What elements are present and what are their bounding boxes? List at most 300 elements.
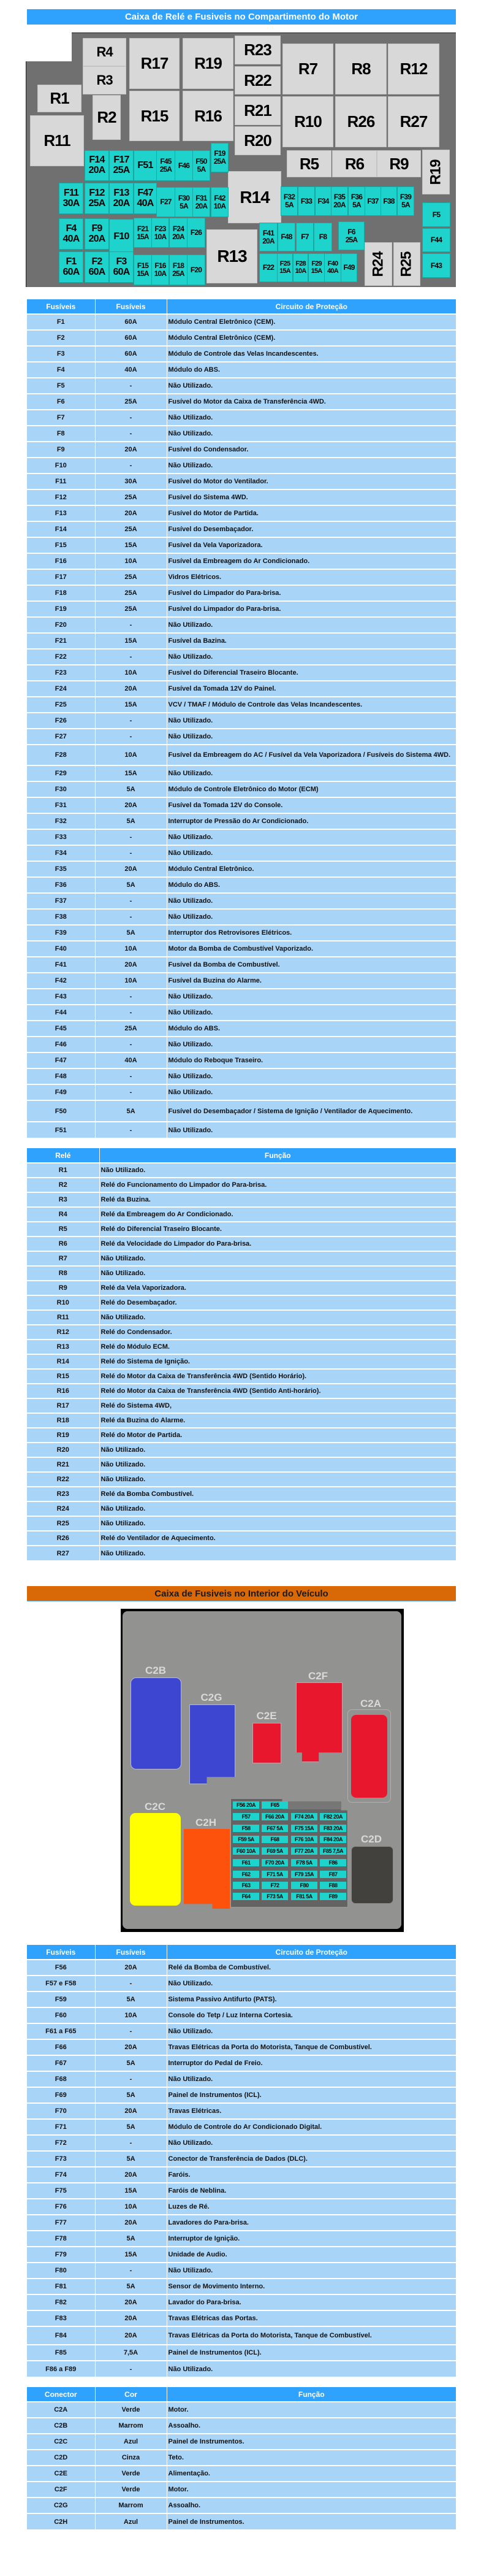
table-cell: F8 bbox=[27, 426, 95, 442]
table-row bbox=[27, 1266, 456, 1281]
fuse-id: F40 bbox=[327, 259, 338, 267]
fuse-f11 bbox=[59, 183, 83, 214]
table-cell: - bbox=[95, 909, 167, 925]
connector-c2b bbox=[131, 1677, 181, 1769]
fuse-f24 bbox=[169, 218, 188, 248]
table-cell: 20A bbox=[95, 442, 167, 458]
table-cell: Não Utilizado. bbox=[167, 1037, 456, 1052]
table-row bbox=[27, 458, 456, 473]
fuse-rating: 10A bbox=[295, 267, 306, 275]
table-cell: Conector de Transferência de Dados (DLC). bbox=[167, 2151, 456, 2167]
table-cell: Sistema Passivo Antifurto (PATS). bbox=[167, 1991, 456, 2007]
fuse-f4 bbox=[59, 218, 83, 250]
fuse-f12 bbox=[85, 183, 109, 214]
table-row bbox=[27, 1100, 456, 1122]
table-cell: Cinza bbox=[95, 2450, 167, 2466]
table-cell: 20A bbox=[95, 957, 167, 973]
table-cell: Não Utilizado. bbox=[167, 426, 456, 442]
relay-r11 bbox=[30, 115, 84, 166]
table-cell: F74 bbox=[27, 2167, 95, 2183]
table-cell: F31 bbox=[27, 797, 95, 813]
fuse-id: F22 bbox=[262, 263, 275, 272]
table-cell: - bbox=[95, 1037, 167, 1052]
fuse-id: F12 bbox=[89, 187, 105, 198]
connector-c2h bbox=[184, 1829, 230, 1909]
connector-label-c2g: C2G bbox=[200, 1692, 222, 1703]
table-row bbox=[27, 1192, 456, 1207]
interior-fuse-f66: F66 20A bbox=[262, 1813, 288, 1820]
table-cell: - bbox=[95, 1976, 167, 1991]
fuse-id: F16 bbox=[154, 261, 166, 270]
relay-r27 bbox=[388, 96, 439, 147]
table-cell: Lavador do Para-brisa. bbox=[167, 2294, 456, 2310]
fuse-id: F41 bbox=[262, 228, 275, 237]
fuse-rating: 15A bbox=[137, 269, 149, 278]
table-cell: F11 bbox=[27, 473, 95, 489]
table-cell: Módulo de Controle do Ar Condicionado Digital. bbox=[167, 2119, 456, 2135]
interior-fuse-f70: F70 20A bbox=[262, 1859, 288, 1866]
relay-r9 bbox=[377, 150, 421, 177]
relay-label: R16 bbox=[194, 106, 222, 125]
fuse-id: F3 bbox=[116, 256, 127, 267]
table-row bbox=[27, 1487, 456, 1501]
table-row bbox=[27, 989, 456, 1005]
relay-r20 bbox=[235, 126, 281, 155]
fuse-rating: 10A bbox=[154, 269, 167, 278]
interior-fuse-f67: F67 5A bbox=[262, 1825, 288, 1832]
fuse-f10 bbox=[109, 219, 134, 255]
table-cell: 15A bbox=[95, 2247, 167, 2263]
fuse-rating: 15A bbox=[137, 232, 149, 241]
table-row bbox=[27, 713, 456, 729]
table-cell: Painel de Instrumentos. bbox=[167, 2513, 456, 2529]
table-row bbox=[27, 1310, 456, 1325]
fuse-id: F23 bbox=[154, 224, 166, 233]
table-cell: Relé do Sistema 4WD, bbox=[99, 1398, 456, 1413]
table-cell: Faróis de Neblina. bbox=[167, 2183, 456, 2199]
connector-c2f bbox=[296, 1682, 343, 1762]
relay-r21 bbox=[235, 96, 281, 125]
fuse-id: F25 bbox=[279, 259, 290, 267]
column-header: Fusíveis bbox=[95, 1945, 167, 1960]
interior-fuse-f84: F84 20A bbox=[320, 1836, 346, 1843]
table-cell: Relé da Bomba Combustível. bbox=[99, 1487, 456, 1501]
table-cell: Verde bbox=[95, 2466, 167, 2482]
table-cell: 5A bbox=[95, 781, 167, 797]
table-cell: F27 bbox=[27, 729, 95, 745]
relay-label: R9 bbox=[389, 154, 409, 173]
table-cell: 15A bbox=[95, 765, 167, 781]
fuse-rating: 40A bbox=[63, 233, 80, 244]
fuse-rating: 60A bbox=[63, 266, 80, 277]
fuse-f42 bbox=[211, 187, 229, 217]
table-row bbox=[27, 2361, 456, 2377]
table-row bbox=[27, 1991, 456, 2007]
table-cell: Módulo do ABS. bbox=[167, 877, 456, 893]
table-cell: F82 bbox=[27, 2294, 95, 2310]
table-cell: 60A bbox=[95, 330, 167, 346]
table-row bbox=[27, 1369, 456, 1384]
fuse-id: F49 bbox=[343, 263, 355, 272]
fuse-f28 bbox=[293, 253, 308, 282]
table-cell: 5A bbox=[95, 2055, 167, 2071]
fuse-id: F14 bbox=[89, 155, 105, 166]
fuse-id: F5 bbox=[432, 210, 441, 219]
table-cell: Fusível do Sistema 4WD. bbox=[167, 489, 456, 505]
table-cell: Não Utilizado. bbox=[99, 1472, 456, 1487]
table-cell: 20A bbox=[95, 1960, 167, 1976]
table-row bbox=[27, 1281, 456, 1295]
fuse-id: F27 bbox=[160, 197, 172, 207]
table-cell: Relé do Sistema de Ignição. bbox=[99, 1354, 456, 1369]
interior-fuse-f79: F79 15A bbox=[291, 1871, 317, 1878]
fuse-id: F6 bbox=[347, 227, 355, 236]
connector-label-c2f: C2F bbox=[308, 1670, 328, 1682]
table-cell: Azul bbox=[95, 2434, 167, 2450]
table-cell: Relé do Módulo ECM. bbox=[99, 1340, 456, 1354]
fuse-f22 bbox=[259, 253, 278, 282]
relay-r17 bbox=[129, 38, 180, 89]
table-cell: 10A bbox=[95, 941, 167, 957]
table-row bbox=[27, 1443, 456, 1457]
relay-label: R17 bbox=[140, 54, 169, 72]
relay-label: R13 bbox=[217, 247, 247, 266]
table-row bbox=[27, 601, 456, 617]
table-cell: F10 bbox=[27, 458, 95, 473]
table-cell: Não Utilizado. bbox=[167, 410, 456, 426]
relay-label: R11 bbox=[44, 131, 70, 150]
table-cell: F83 bbox=[27, 2310, 95, 2326]
fuse-id: F37 bbox=[367, 196, 379, 205]
fuse-rating: 5A bbox=[352, 201, 361, 209]
table-cell: F22 bbox=[27, 649, 95, 665]
table-cell: F42 bbox=[27, 973, 95, 989]
relay-label: R25 bbox=[398, 251, 415, 277]
table-cell: F14 bbox=[27, 521, 95, 537]
table-row bbox=[27, 2167, 456, 2183]
table-cell: Alimentação. bbox=[167, 2466, 456, 2482]
fuse-rating: 5A bbox=[285, 201, 294, 209]
table-row bbox=[27, 521, 456, 537]
table-row bbox=[27, 1546, 456, 1560]
table-cell: F23 bbox=[27, 665, 95, 681]
table-cell: Não Utilizado. bbox=[167, 829, 456, 845]
table-row bbox=[27, 909, 456, 925]
table-row bbox=[27, 665, 456, 681]
interior-fuse-f61: F61 bbox=[233, 1859, 259, 1866]
table-cell: Não Utilizado. bbox=[99, 1501, 456, 1516]
table-cell: 20A bbox=[95, 861, 167, 877]
table-row bbox=[27, 1222, 456, 1236]
table-cell: Não Utilizado. bbox=[167, 1122, 456, 1138]
table-row bbox=[27, 845, 456, 861]
table-cell: C2D bbox=[27, 2450, 95, 2466]
table-header-row bbox=[27, 299, 456, 314]
table-cell: 5A bbox=[95, 2119, 167, 2135]
table-row bbox=[27, 1384, 456, 1398]
table-row bbox=[27, 1960, 456, 1976]
fuse-id: F35 bbox=[333, 193, 346, 202]
table-cell: 20A bbox=[95, 2167, 167, 2183]
fuse-rating: 30A bbox=[63, 197, 80, 209]
interior-fuse-f74: F74 20A bbox=[291, 1813, 317, 1820]
table-cell: 20A bbox=[95, 2215, 167, 2231]
table-row bbox=[27, 489, 456, 505]
table-cell: 60A bbox=[95, 314, 167, 330]
table-cell: R9 bbox=[27, 1281, 99, 1295]
table-cell: Não Utilizado. bbox=[167, 2023, 456, 2039]
table-cell: - bbox=[95, 1068, 167, 1084]
table-cell: 20A bbox=[95, 2039, 167, 2055]
table-cell: 5A bbox=[95, 2151, 167, 2167]
interior-fuse-f88: F88 bbox=[320, 1882, 346, 1889]
table-cell: Relé do Ventilador de Aquecimento. bbox=[99, 1531, 456, 1546]
fuse-id: F30 bbox=[178, 193, 190, 202]
fuse-f35 bbox=[331, 186, 348, 216]
relay-label: R2 bbox=[97, 108, 116, 126]
table-cell: 5A bbox=[95, 1991, 167, 2007]
table-cell: R21 bbox=[27, 1457, 99, 1472]
fuse-rating: 20A bbox=[262, 236, 275, 245]
table-cell: R16 bbox=[27, 1384, 99, 1398]
table-cell: Não Utilizado. bbox=[167, 2361, 456, 2377]
fuse-id: F10 bbox=[113, 231, 129, 242]
table-cell: Painel de Instrumentos. bbox=[167, 2434, 456, 2450]
table-cell: F6 bbox=[27, 394, 95, 410]
interior-fuse-f57: F57 bbox=[233, 1813, 259, 1820]
table-cell: F37 bbox=[27, 893, 95, 909]
table-cell: - bbox=[95, 649, 167, 665]
relay-label: R4 bbox=[96, 44, 113, 59]
fuse-rating: 5A bbox=[180, 201, 188, 210]
table-cell: 25A bbox=[95, 1021, 167, 1037]
table-cell: Não Utilizado. bbox=[167, 2263, 456, 2279]
table-row bbox=[27, 2482, 456, 2497]
table-cell: Não Utilizado. bbox=[99, 1516, 456, 1531]
fuse-rating: 25A bbox=[172, 269, 184, 278]
fuse-f17 bbox=[109, 150, 134, 181]
table-cell: Não Utilizado. bbox=[167, 1084, 456, 1100]
interior-fuse-panel-empty-slot bbox=[282, 1801, 341, 1809]
table-cell: R6 bbox=[27, 1236, 99, 1251]
relay-r10 bbox=[282, 96, 333, 147]
table-cell: F68 bbox=[27, 2071, 95, 2087]
interior-fuse-f69: F69 5A bbox=[262, 1847, 288, 1855]
table-cell: C2B bbox=[27, 2418, 95, 2434]
table-cell: Não Utilizado. bbox=[167, 1976, 456, 1991]
table-row bbox=[27, 1163, 456, 1178]
column-header: Fusíveis bbox=[95, 299, 167, 314]
table-cell: Não Utilizado. bbox=[167, 909, 456, 925]
fuse-f13 bbox=[109, 183, 134, 214]
connector-c2g bbox=[189, 1704, 235, 1784]
interior-fuse-f87: F87 bbox=[320, 1871, 346, 1878]
column-header: Função bbox=[167, 2387, 456, 2402]
fuse-f20 bbox=[187, 255, 205, 285]
table-cell: R14 bbox=[27, 1354, 99, 1369]
table-cell: 10A bbox=[95, 745, 167, 765]
fuse-id: F11 bbox=[63, 187, 79, 198]
table-cell: 7,5A bbox=[95, 2345, 167, 2361]
table-cell: Não Utilizado. bbox=[167, 378, 456, 394]
table-row bbox=[27, 426, 456, 442]
connector-c2a bbox=[351, 1715, 387, 1798]
table-cell: Fusível do Condensador. bbox=[167, 442, 456, 458]
fuse-f37 bbox=[365, 186, 381, 216]
table-cell: - bbox=[95, 1005, 167, 1021]
table-cell: 5A bbox=[95, 877, 167, 893]
table-cell: 15A bbox=[95, 2183, 167, 2199]
table-cell: 25A bbox=[95, 601, 167, 617]
table-cell: F33 bbox=[27, 829, 95, 845]
table-cell: Fusível da Bomba de Combustível. bbox=[167, 957, 456, 973]
fuse-id: F45 bbox=[160, 157, 172, 166]
table-cell: F41 bbox=[27, 957, 95, 973]
relay-r6 bbox=[332, 150, 377, 177]
table-row bbox=[27, 1340, 456, 1354]
fuse-f36 bbox=[348, 186, 365, 216]
table-cell: F25 bbox=[27, 697, 95, 713]
fuse-f29 bbox=[308, 253, 325, 282]
table-cell: F1 bbox=[27, 314, 95, 330]
table-cell: F79 bbox=[27, 2247, 95, 2263]
fuse-f51 bbox=[134, 150, 157, 181]
table-row bbox=[27, 2199, 456, 2215]
table-row bbox=[27, 473, 456, 489]
table-cell: F2 bbox=[27, 330, 95, 346]
interior-fuse-f78: F78 5A bbox=[291, 1859, 317, 1866]
fuse-id: F43 bbox=[430, 261, 442, 270]
table-cell: C2G bbox=[27, 2497, 95, 2513]
table-cell: Relé do Diferencial Traseiro Blocante. bbox=[99, 1222, 456, 1236]
connector-label-c2e: C2E bbox=[256, 1710, 277, 1722]
fuse-f40 bbox=[324, 253, 341, 282]
table-cell: Módulo do ABS. bbox=[167, 1021, 456, 1037]
relay-r3 bbox=[83, 66, 126, 94]
table-cell: 60A bbox=[95, 346, 167, 362]
fuse-f19 bbox=[211, 143, 229, 172]
fuse-rating: 20A bbox=[88, 165, 105, 175]
column-header: Conector bbox=[27, 2387, 95, 2402]
fuse-f38 bbox=[381, 186, 397, 216]
table-row bbox=[27, 1428, 456, 1443]
relay-label: R12 bbox=[400, 59, 428, 78]
table-cell: Lavadores do Para-brisa. bbox=[167, 2215, 456, 2231]
table-cell: F28 bbox=[27, 745, 95, 765]
table-row bbox=[27, 1084, 456, 1100]
table-cell: - bbox=[95, 2023, 167, 2039]
table-cell: Fusível do Diferencial Traseiro Blocante. bbox=[167, 665, 456, 681]
table-cell: F34 bbox=[27, 845, 95, 861]
fuse-id: F38 bbox=[383, 196, 395, 205]
table-cell: R17 bbox=[27, 1398, 99, 1413]
fuse-f49 bbox=[341, 253, 357, 282]
table-cell: F3 bbox=[27, 346, 95, 362]
interior-fuse-f89: F89 bbox=[320, 1893, 346, 1900]
table-row bbox=[27, 2497, 456, 2513]
table-cell: - bbox=[95, 426, 167, 442]
fuse-id: F33 bbox=[300, 196, 312, 205]
table-row bbox=[27, 1501, 456, 1516]
table-cell: F59 bbox=[27, 1991, 95, 2007]
table-row bbox=[27, 2263, 456, 2279]
interior-fuse-f86: F86 bbox=[320, 1859, 346, 1866]
table-cell: F72 bbox=[27, 2135, 95, 2151]
fuse-id: F32 bbox=[283, 193, 295, 202]
table-cell: Não Utilizado. bbox=[167, 649, 456, 665]
fuse-id: F42 bbox=[214, 193, 225, 202]
table-cell: Fusível da Embreagem do AC / Fusível da Vela Vaporizadora / Fusíveis do Sistema 4WD. bbox=[167, 745, 456, 765]
table-row bbox=[27, 2450, 456, 2466]
fuse-id: F8 bbox=[319, 232, 327, 242]
column-header: Fusíveis bbox=[27, 299, 95, 314]
fuse-f1 bbox=[59, 251, 83, 283]
table-cell: R4 bbox=[27, 1207, 99, 1222]
table-cell: Não Utilizado. bbox=[167, 845, 456, 861]
table-header-row bbox=[27, 1148, 456, 1163]
fuse-id: F51 bbox=[137, 159, 153, 171]
table-cell: F32 bbox=[27, 813, 95, 829]
table-cell: F50 bbox=[27, 1100, 95, 1122]
table-cell: Não Utilizado. bbox=[99, 1443, 456, 1457]
fuse-id: F36 bbox=[350, 193, 363, 202]
fuse-rating: 10A bbox=[154, 232, 167, 241]
fuse-id: F31 bbox=[195, 193, 207, 202]
table-cell: Fusível do Motor do Ventilador. bbox=[167, 473, 456, 489]
fuse-f15 bbox=[134, 255, 152, 285]
table-row bbox=[27, 1516, 456, 1531]
interior-fuse-f77: F77 20A bbox=[291, 1847, 317, 1855]
table-cell: F85 bbox=[27, 2345, 95, 2361]
table-row bbox=[27, 2183, 456, 2199]
table-cell: Módulo Central Eletrônico. bbox=[167, 861, 456, 877]
table-row bbox=[27, 1976, 456, 1991]
relay-r24 bbox=[365, 242, 392, 286]
relay-label: R6 bbox=[344, 154, 365, 173]
fuse-f23 bbox=[151, 218, 169, 248]
table-cell: Fusível do Limpador do Para-brisa. bbox=[167, 601, 456, 617]
table-row bbox=[27, 505, 456, 521]
relay-r8 bbox=[335, 44, 387, 94]
table-cell: - bbox=[95, 1084, 167, 1100]
table-cell: 10A bbox=[95, 973, 167, 989]
table-row bbox=[27, 2279, 456, 2294]
relay-r13 bbox=[206, 229, 257, 283]
table-cell: Travas Elétricas das Portas. bbox=[167, 2310, 456, 2326]
connector-label-c2d: C2D bbox=[360, 1833, 382, 1845]
fuse-id: F13 bbox=[113, 187, 129, 198]
table-cell: F48 bbox=[27, 1068, 95, 1084]
table-cell: - bbox=[95, 617, 167, 633]
table-cell: F60 bbox=[27, 2007, 95, 2023]
table-cell: F70 bbox=[27, 2103, 95, 2119]
table-cell: F5 bbox=[27, 378, 95, 394]
relay-label: R14 bbox=[240, 187, 270, 207]
fuse-id: F2 bbox=[91, 256, 102, 267]
interior-fuse-f58: F58 bbox=[233, 1825, 259, 1832]
table-cell: R20 bbox=[27, 1443, 99, 1457]
table-row bbox=[27, 330, 456, 346]
relay-r5 bbox=[287, 150, 331, 177]
interior-section-title bbox=[27, 1586, 456, 1601]
fuse-f8 bbox=[314, 223, 332, 251]
fuse-id: F29 bbox=[311, 259, 322, 267]
table-cell: R1 bbox=[27, 1163, 99, 1178]
table-row bbox=[27, 2466, 456, 2482]
table-cell: F75 bbox=[27, 2183, 95, 2199]
interior-fuse-f71: F71 5A bbox=[262, 1871, 288, 1878]
table-row bbox=[27, 1413, 456, 1428]
